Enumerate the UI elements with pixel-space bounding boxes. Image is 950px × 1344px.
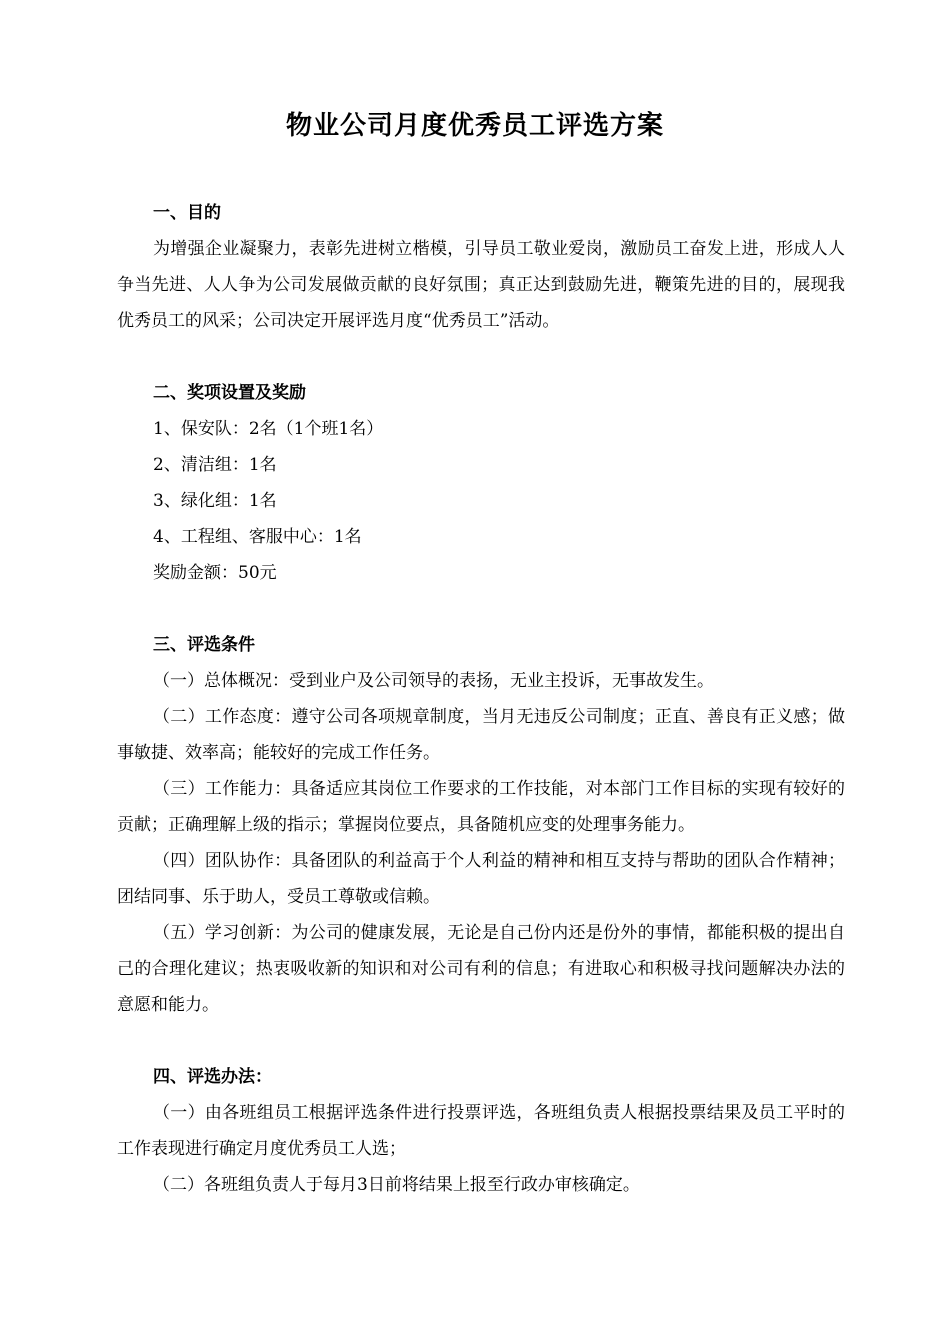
method-item: （二）各班组负责人于每月3日前将结果上报至行政办审核确定。 — [153, 1175, 640, 1195]
section-heading-criteria: 三、评选条件 — [153, 635, 255, 655]
award-item: 4、工程组、客服中心：1名 — [153, 527, 362, 547]
criteria-item: （三）工作能力：具备适应其岗位工作要求的工作技能，对本部门工作目标的实现有较好的贡献；正确理解上级的指示；掌握岗位要点，具备随机应变的处理事务能力。 — [117, 779, 845, 835]
document-body — [117, 195, 845, 1203]
section-heading-method: 四、评选办法： — [153, 1067, 272, 1087]
award-item: 3、绿化组：1名 — [153, 491, 277, 511]
method-item: （一）由各班组员工根据评选条件进行投票评选，各班组负责人根据投票结果及员工平时的工作表现进行确定月度优秀员工人选； — [117, 1103, 845, 1159]
document-title: 物业公司月度优秀员工评选方案 — [285, 111, 664, 141]
section-heading-awards: 二、奖项设置及奖励 — [153, 383, 306, 403]
award-item: 2、清洁组：1名 — [153, 455, 277, 475]
purpose-paragraph: 为增强企业凝聚力，表彰先进树立楷模，引导员工敬业爱岗，激励员工奋发上进，形成人人争当先进、人人争为公司发展做贡献的良好氛围；真正达到鼓励先进，鞭策先进的目的，展现我优秀员工的风采；公司决定开展评选月度“优秀员工”活动。 — [117, 239, 845, 331]
award-amount: 奖励金额：50元 — [153, 563, 277, 583]
criteria-item: （二）工作态度：遵守公司各项规章制度，当月无违反公司制度；正直、善良有正义感；做事敏捷、效率高；能较好的完成工作任务。 — [117, 707, 845, 763]
criteria-item: （四）团队协作：具备团队的利益高于个人利益的精神和相互支持与帮助的团队合作精神；团结同事、乐于助人，受员工尊敬或信赖。 — [117, 851, 845, 907]
award-item: 1、保安队：2名（1个班1名） — [153, 419, 384, 439]
section-heading-purpose: 一、目的 — [153, 203, 221, 223]
criteria-item: （五）学习创新：为公司的健康发展，无论是自己份内还是份外的事情，都能积极的提出自己的合理化建议；热衷吸收新的知识和对公司有利的信息；有进取心和积极寻找问题解决办法的意愿和能力。 — [117, 923, 845, 1015]
criteria-item: （一）总体概况：受到业户及公司领导的表扬，无业主投诉，无事故发生。 — [153, 671, 714, 691]
